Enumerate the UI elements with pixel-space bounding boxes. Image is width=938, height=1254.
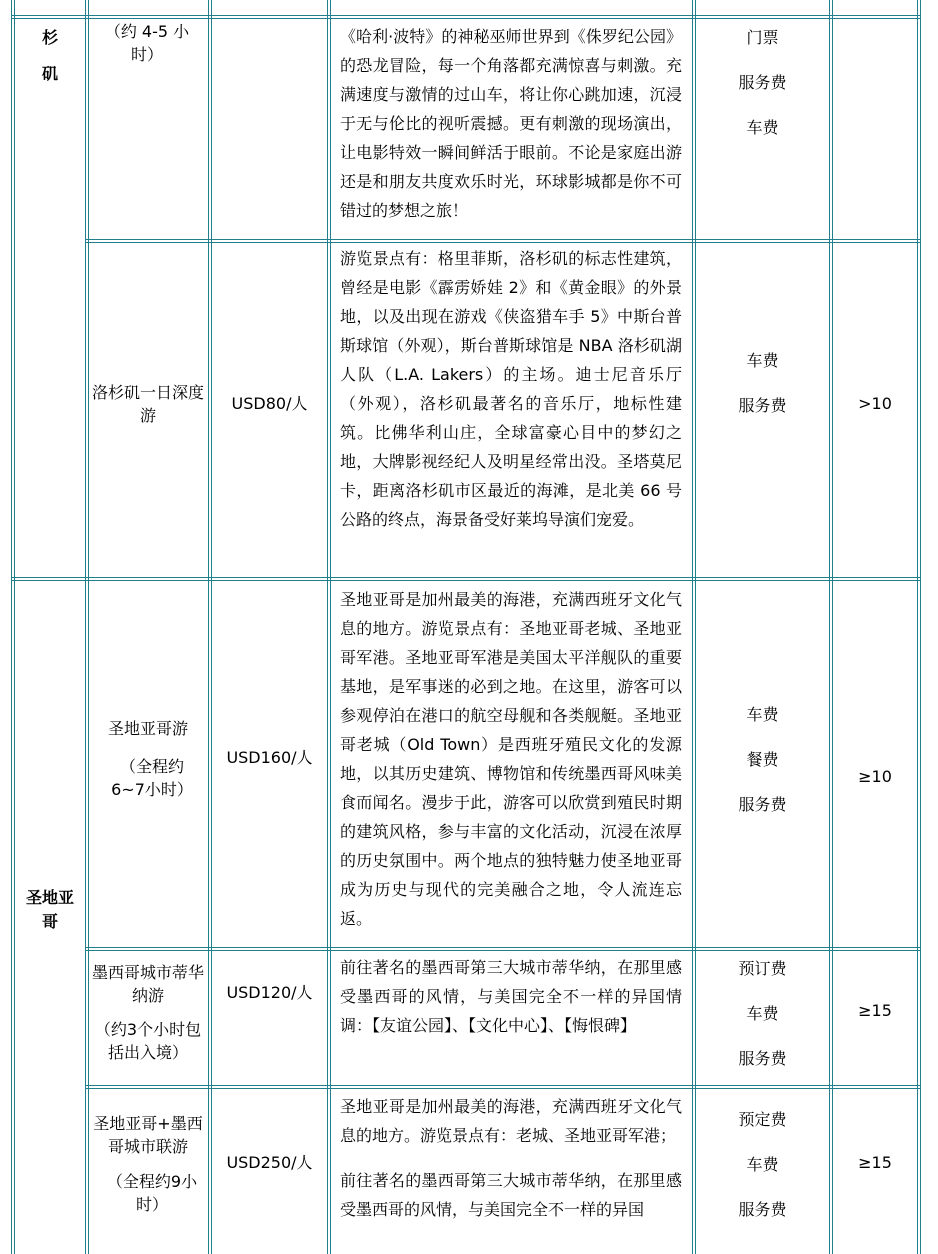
fee-list: 预定费 车费 服务费 bbox=[738, 1110, 787, 1219]
route-duration: （约3个小时包括出入境） bbox=[94, 1020, 202, 1062]
fee-list: 车费 服务费 bbox=[738, 351, 787, 415]
route-description: 圣地亚哥是加州最美的海港，充满西班牙文化气息的地方。游览景点有：老城、圣地亚哥军港； 前往著名的墨西哥第三大城市蒂华纳，在那里感受墨西哥的风情，与美国完全不一样的异国 bbox=[340, 1097, 682, 1219]
route-description: 《哈利·波特》的神秘巫师世界到《侏罗纪公园》的恐龙冒险，每一个角落都充满惊喜与刺激。充满速度与激情的过山车，将让你心跳加速，沉浸于无与伦比的视听震撼。更有刺激的现场演出，让电影特效一瞬间鲜活于眼前。不论是家庭出游还是和朋友共度欢乐时光，环球影城都是你不可错过的梦想之旅！ bbox=[340, 27, 682, 220]
min-people: ≥10 bbox=[858, 767, 892, 786]
route-price: USD250/人 bbox=[226, 1153, 313, 1172]
city-san-diego: 圣地亚 哥 bbox=[25, 888, 74, 931]
fee-list: 车费 餐费 服务费 bbox=[738, 705, 787, 814]
route-description: 游览景点有：格里菲斯，洛杉矶的标志性建筑，曾经是电影《霹雳娇娃 2》和《黄金眼》的外景地，以及出现在游戏《侠盗猎车手 5》中斯台普斯球馆（外观），斯台普斯球馆是 NBA 洛杉矶湖人队（L.A. Lakers）的主场。迪士尼音乐厅（外观），洛杉矶最著名的音乐厅，地标性建筑。比佛华利山庄，全球富豪心目中的梦幻之地，大牌影视经纪人及明星经常出没。圣塔莫尼卡，距离洛杉矶市区最近的海滩，是北美 66 号公路的终点，海景备受好莱坞导演们宠爱。 bbox=[340, 249, 682, 529]
route-price: USD120/人 bbox=[226, 983, 313, 1002]
route-duration: （全程约6~7小时） bbox=[111, 757, 193, 799]
route-description: 前往著名的墨西哥第三大城市蒂华纳，在那里感受墨西哥的风情，与美国完全不一样的异国情调：【友谊公园】、【文化中心】、【悔恨碑】 bbox=[340, 958, 682, 1035]
route-name: 墨西哥城市蒂华纳游 bbox=[92, 963, 205, 1005]
route-description: 圣地亚哥是加州最美的海港，充满西班牙文化气息的地方。游览景点有：圣地亚哥老城、圣地亚哥军港。圣地亚哥军港是美国太平洋舰队的重要基地，是军事迷的必到之地。在这里，游客可以参观停泊在港口的航空母舰和各类舰艇。圣地亚哥老城（Old Town）是西班牙殖民文化的发源地，以其历史建筑、博物馆和传统墨西哥风味美食而闻名。漫步于此，游客可以欣赏到殖民时期的建筑风格，参与丰富的文化活动，沉浸在浓厚的历史氛围中。两个地点的独特魅力使圣地亚哥成为历史与现代的完美融合之地，令人流连忘返。 bbox=[340, 590, 682, 928]
route-duration: （全程约9小时） bbox=[106, 1172, 198, 1214]
min-people: ≥15 bbox=[858, 1001, 892, 1020]
route-price: USD160/人 bbox=[226, 748, 313, 767]
route-price: USD80/人 bbox=[231, 394, 308, 413]
min-people: >10 bbox=[858, 394, 892, 413]
route-name: 圣地亚哥+墨西哥城市联游 bbox=[93, 1114, 203, 1156]
route-name: 圣地亚哥游 bbox=[107, 719, 188, 738]
route-duration: （约 4-5 小时） bbox=[104, 22, 190, 64]
fee-list: 预订费 车费 服务费 bbox=[738, 959, 787, 1068]
min-people: ≥15 bbox=[858, 1153, 892, 1172]
fee-list: 门票 服务费 车费 bbox=[738, 28, 787, 137]
route-name: 洛杉矶一日深度游 bbox=[92, 383, 205, 425]
city-la: 杉 矶 bbox=[41, 28, 58, 83]
